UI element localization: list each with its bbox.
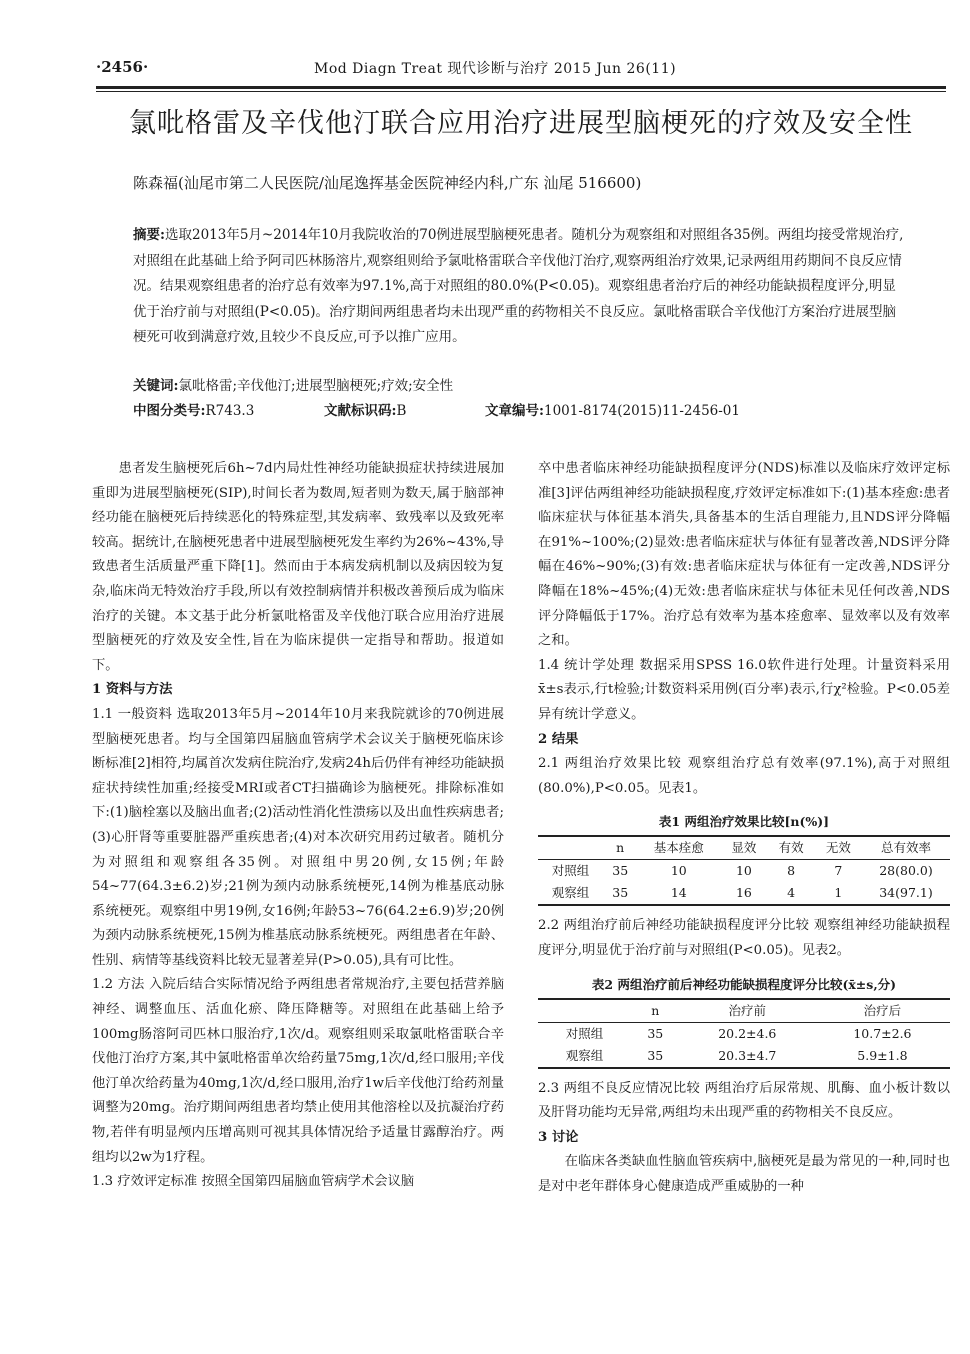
table1-caption: 表1 两组治疗效果比较[n(%)] <box>658 814 830 830</box>
table-cell: 7 <box>834 863 843 879</box>
table1-header: 无效 <box>815 836 862 860</box>
table2-caption: 表2 两组治疗前后神经功能缺损程度评分比较(x̄±s,分) <box>591 976 897 992</box>
table-cell: 1 <box>815 882 862 905</box>
doc-code <box>324 399 406 419</box>
table1-header <box>538 836 603 860</box>
table2-header <box>538 999 631 1023</box>
clc-label: 中图分类号: <box>133 403 206 419</box>
section-heading-methods: 1 资料与方法 <box>92 682 173 698</box>
table2-header: 治疗前 <box>680 999 815 1023</box>
abstract-text: 选取2013年5月~2014年10月我院收治的70例进展型脑梗死患者。随机分为观察组和对照组各35例。两组均接受常规治疗,对照组在此基础上给予阿司匹林肠溶片,观察组则给予氯吡格雷联合辛伐他汀治疗,观察两组治疗效果,记录两组用药期间不良反应情况。结果观察组患者的治疗总有效率为97.1%,高于对照组的80.0%(P<0.05)。观察组患者治疗后的神经功能缺损程度评分,明显优于治疗前与对照组(P<0.05)。治疗期间两组患者均未出现严重的药物相关不良反应。氯吡格雷联合辛伐他汀方案治疗进展型脑梗死可收到满意疗效,且较少不良反应,可予以推广应用。 <box>133 227 904 345</box>
art-label: 文章编号: <box>485 403 544 419</box>
left-column <box>92 457 504 1195</box>
table-cell: 4 <box>768 882 815 905</box>
clc-code <box>133 399 254 419</box>
table2 <box>538 998 950 1069</box>
abstract-label: 摘要: <box>133 227 165 243</box>
running-header <box>96 58 946 84</box>
table1-header: 基本痊愈 <box>637 836 720 860</box>
table-cell: 10 <box>735 863 752 879</box>
paragraph-1-1: 1.1 一般资料 选取2013年5月~2014年10月来我院就诊的70例进展型脑梗死患者。均与全国第四届脑血管病学术会议关于脑梗死临床诊断标准[2]相符,均属首次发病住院治疗,发病24h后仍伴有神经功能缺损症状持续性加重;经接受MRI或者CT扫描确诊为脑梗死。排除标准如下:(1)脑栓塞以及脑出血者;(2)活动性消化性溃疡以及出血性疾病患者;(3)心肝肾等重要脏器严重疾患者;(4)对本次研究用药过敏者。随机分为对照组和观察组各35例。对照组中男20例,女15例;年龄54~77(64.3±6.2)岁;21例为颈内动脉系统梗死,14例为椎基底动脉系统梗死。观察组中男19例,女16例;年龄53~76(64.2±6.9)岁;20例为颈内动脉系统梗死,15例为椎基底动脉系统梗死。两组患者在年龄、性别、病情等基线资料比较无显著差异(P>0.05),具有可比性。 <box>92 706 504 968</box>
table-row <box>538 860 950 883</box>
keywords-text: 氯吡格雷;辛伐他汀;进展型脑梗死;疗效;安全性 <box>178 378 454 394</box>
table-cell: 5.9±1.8 <box>815 1045 950 1068</box>
keywords-label: 关键词: <box>133 378 179 394</box>
header-rule-thick <box>96 86 946 89</box>
article-number <box>485 399 740 419</box>
table-row <box>538 1022 950 1045</box>
table1 <box>538 835 950 906</box>
abstract <box>133 223 907 351</box>
table-cell: 观察组 <box>538 882 603 905</box>
intro-paragraph: 患者发生脑梗死后6h~7d内局灶性神经功能缺损症状持续进展加重即为进展型脑梗死(SIP),时间长者为数周,短者则为数天,属于脑部神经功能在脑梗死后持续恶化的特殊症型,其发病率、致残率以及致死率较高。据统计,在脑梗死患者中进展型脑梗死发生率约为26%~43%,导致患者生活质量严重下降[1]。然而由于本病发病机制以及病因较为复杂,临床尚无特效治疗手段,所以有效控制病情并积极改善预后成为临床治疗的关键。本文基于此分析氯吡格雷及辛伐他汀联合应用治疗进展型脑梗死的疗效及安全性,旨在为临床提供一定指导和帮助。报道如下。 <box>92 461 504 673</box>
paragraph-1-3-cont: 卒中患者临床神经功能缺损程度评分(NDS)标准以及临床疗效评定标准[3]评估两组神经功能缺损程度,疗效评定标准如下:(1)基本痊愈:患者临床症状与体征基本消失,具备基本的生活自理能力,且NDS评分降幅在91%~100%;(2)显效:患者临床症状与体征有显著改善,NDS评分降幅在46%~90%;(3)有效:患者临床症状与体征有一定改善,NDS评分降幅在18%~45%;(4)无效:患者临床症状与体征未见任何改善,NDS评分降幅低于17%。治疗总有效率为基本痊愈率、显效率以及有效率之和。 <box>538 461 950 649</box>
table2-header: n <box>631 999 680 1023</box>
section-heading-discussion: 3 讨论 <box>538 1129 579 1145</box>
discussion-paragraph: 在临床各类缺血性脑血管疾病中,脑梗死是最为常见的一种,同时也是对中老年群体身心健康造成严重威胁的一种 <box>538 1154 950 1194</box>
paragraph-1-4: 1.4 统计学处理 数据采用SPSS 16.0软件进行处理。计量资料采用x̄±s表示,行t检验;计数资料采用例(百分率)表示,行χ²检验。P<0.05差异有统计学意义。 <box>538 657 950 722</box>
table-cell: 对照组 <box>551 863 590 879</box>
table-cell: 35 <box>647 1025 664 1041</box>
table-cell: 20.2±4.6 <box>718 1025 777 1041</box>
table-cell: 35 <box>603 882 637 905</box>
page-number: ·2456· <box>96 58 149 76</box>
table-cell: 35 <box>612 863 629 879</box>
article-title: 氯吡格雷及辛伐他汀联合应用治疗进展型脑梗死的疗效及安全性 <box>129 108 913 139</box>
art-value: 1001-8174(2015)11-2456-01 <box>543 403 740 419</box>
table2-header: 治疗后 <box>815 999 950 1023</box>
journal-info: Mod Diagn Treat 现代诊断与治疗 2015 Jun 26(11) <box>314 61 677 77</box>
header-rule-thin <box>96 91 946 92</box>
table1-header: 有效 <box>768 836 815 860</box>
table-cell: 8 <box>787 863 796 879</box>
table-cell: 10.7±2.6 <box>853 1025 912 1041</box>
doc-label: 文献标识码: <box>324 403 397 419</box>
doc-value: B <box>396 403 407 419</box>
clc-value: R743.3 <box>205 403 255 419</box>
table1-header: 总有效率 <box>862 836 950 860</box>
keywords <box>133 374 453 394</box>
table1-header: 显效 <box>720 836 767 860</box>
right-column <box>538 457 950 1199</box>
author-affiliation: 陈森福(汕尾市第二人民医院/汕尾逸挥基金医院神经内科,广东 汕尾 516600) <box>133 174 642 192</box>
table-cell: 28(80.0) <box>879 863 933 879</box>
table1-header: n <box>603 836 637 860</box>
table-cell: 14 <box>637 882 720 905</box>
table-cell: 34(97.1) <box>862 882 950 905</box>
paragraph-1-3: 1.3 疗效评定标准 按照全国第四届脑血管病学术会议脑 <box>92 1174 415 1190</box>
section-heading-results: 2 结果 <box>538 731 579 747</box>
table-cell: 20.3±4.7 <box>680 1045 815 1068</box>
table-cell: 10 <box>670 863 687 879</box>
table-cell: 16 <box>720 882 767 905</box>
paragraph-2-1: 2.1 两组治疗效果比较 观察组治疗总有效率(97.1%),高于对照组(80.0%),P<0.05。见表1。 <box>538 756 950 796</box>
table-cell: 35 <box>631 1045 680 1068</box>
table-row <box>538 1045 950 1068</box>
paragraph-2-2: 2.2 两组治疗前后神经功能缺损程度评分比较 观察组神经功能缺损程度评分,明显优于治疗前与对照组(P<0.05)。见表2。 <box>538 918 950 958</box>
table-cell: 观察组 <box>538 1045 631 1068</box>
paragraph-1-2: 1.2 方法 入院后结合实际情况给予两组患者常规治疗,主要包括营养脑神经、调整血压、活血化瘀、降压降糖等。对照组在此基础上给予100mg肠溶阿司匹林口服治疗,1次/d。观察组则采取氯吡格雷联合辛伐他汀治疗方案,其中氯吡格雷单次给药量75mg,1次/d,经口服用;辛伐他汀单次给药量为40mg,1次/d,经口服用,治疗1w后辛伐他汀给药剂量调整为20mg。治疗期间两组患者均禁止使用其他溶栓以及抗凝治疗药物,若伴有明显颅内压增高则可视其具体情况给予适量甘露醇治疗。两组均以2w为1疗程。 <box>92 977 504 1165</box>
paragraph-2-3: 2.3 两组不良反应情况比较 两组治疗后尿常规、肌酶、血小板计数以及肝肾功能均无异常,两组均未出现严重的药物相关不良反应。 <box>538 1080 950 1121</box>
table-cell: 对照组 <box>565 1025 604 1041</box>
table-row <box>538 882 950 905</box>
